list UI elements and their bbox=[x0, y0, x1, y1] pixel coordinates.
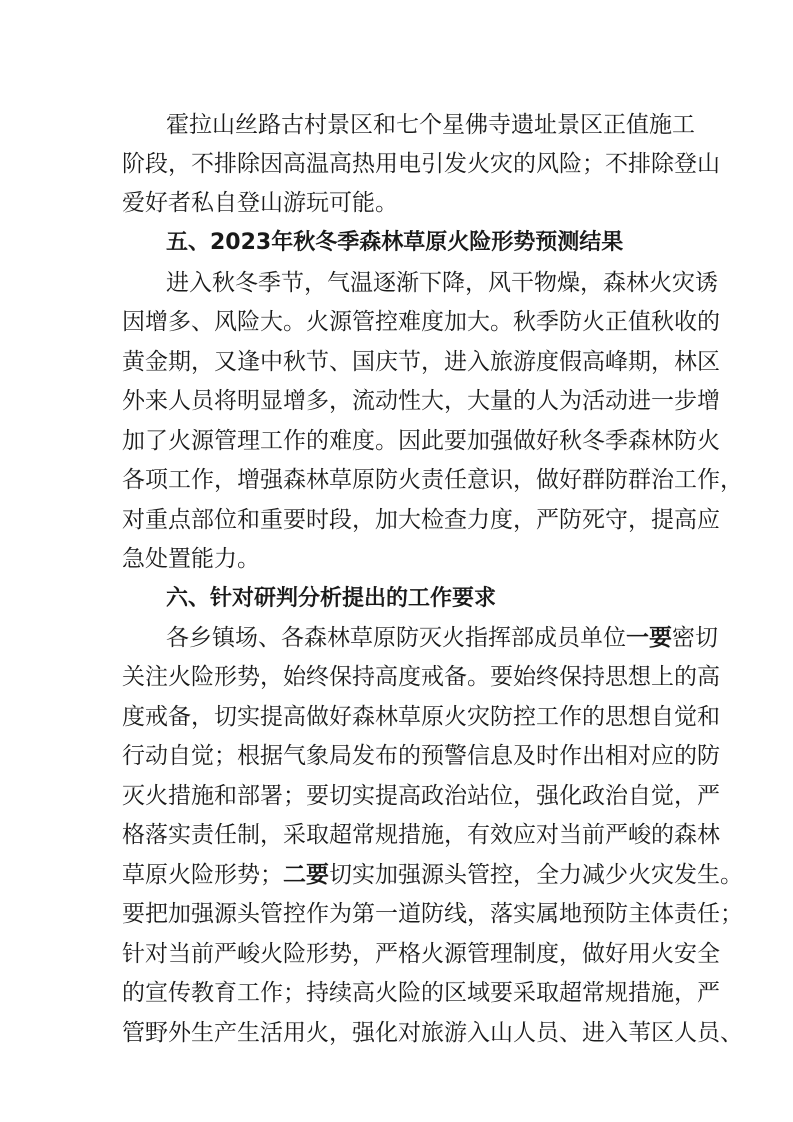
paragraph-line: 行动自觉；根据气象局发布的预警信息及时作出相对应的防 bbox=[122, 743, 720, 769]
paragraph-line: 进入秋冬季节，气温逐渐下降，风干物燥，森林火灾诱 bbox=[166, 270, 718, 296]
paragraph-line: 格落实责任制，采取超常规措施，有效应对当前严峻的森林 bbox=[122, 822, 720, 848]
paragraph-line: 灭火措施和部署；要切实提高政治站位，强化政治自觉，严 bbox=[122, 783, 720, 809]
paragraph-line: 度戒备，切实提高做好森林草原火灾防控工作的思想自觉和 bbox=[122, 704, 720, 730]
paragraph-line bbox=[166, 623, 718, 653]
text-run: 草原火险形势； bbox=[122, 862, 283, 888]
paragraph-line: 加了火源管理工作的难度。因此要加强做好秋冬季森林防火 bbox=[122, 428, 720, 454]
paragraph-line: 针对当前严峻火险形势，严格火源管理制度，做好用火安全 bbox=[122, 941, 720, 967]
paragraph-line: 因增多、风险大。火源管控难度加大。秋季防火正值秋收的 bbox=[122, 309, 720, 335]
section-heading-5: 五、2023年秋冬季森林草原火险形势预测结果 bbox=[166, 230, 624, 255]
paragraph-line: 外来人员将明显增多，流动性大，大量的人为活动进一步增 bbox=[122, 388, 720, 414]
paragraph-line: 管野外生产生活用火，强化对旅游入山人员、进入苇区人员、 bbox=[122, 1020, 743, 1046]
emphasis-second: 二要 bbox=[283, 862, 329, 888]
emphasis-first: 一要 bbox=[626, 625, 672, 651]
paragraph-line: 爱好者私自登山游玩可能。 bbox=[122, 190, 398, 216]
paragraph-line: 关注火险形势，始终保持高度戒备。要始终保持思想上的高 bbox=[122, 664, 720, 690]
paragraph-line: 急处置能力。 bbox=[122, 546, 260, 572]
paragraph-line: 各项工作，增强森林草原防火责任意识，做好群防群治工作， bbox=[122, 467, 743, 493]
paragraph-line: 霍拉山丝路古村景区和七个星佛寺遗址景区正值施工 bbox=[166, 112, 695, 138]
paragraph-line: 黄金期，又逢中秋节、国庆节，进入旅游度假高峰期，林区 bbox=[122, 349, 720, 375]
paragraph-line: 对重点部位和重要时段，加大检查力度，严防死守，提高应 bbox=[122, 507, 720, 533]
text-run: 切实加强源头管控，全力减少火灾发生。 bbox=[329, 862, 743, 888]
text-run: 各乡镇场、各森林草原防灭火指挥部成员单位 bbox=[166, 625, 626, 651]
paragraph-line: 阶段，不排除因高温高热用电引发火灾的风险；不排除登山 bbox=[122, 151, 720, 177]
text-run: 密切 bbox=[672, 625, 718, 651]
section-heading-6: 六、针对研判分析提出的工作要求 bbox=[166, 586, 497, 611]
paragraph-line bbox=[122, 860, 743, 890]
paragraph-line: 的宣传教育工作；持续高火险的区域要采取超常规措施，严 bbox=[122, 980, 720, 1006]
paragraph-line: 要把加强源头管控作为第一道防线，落实属地预防主体责任； bbox=[122, 901, 743, 927]
